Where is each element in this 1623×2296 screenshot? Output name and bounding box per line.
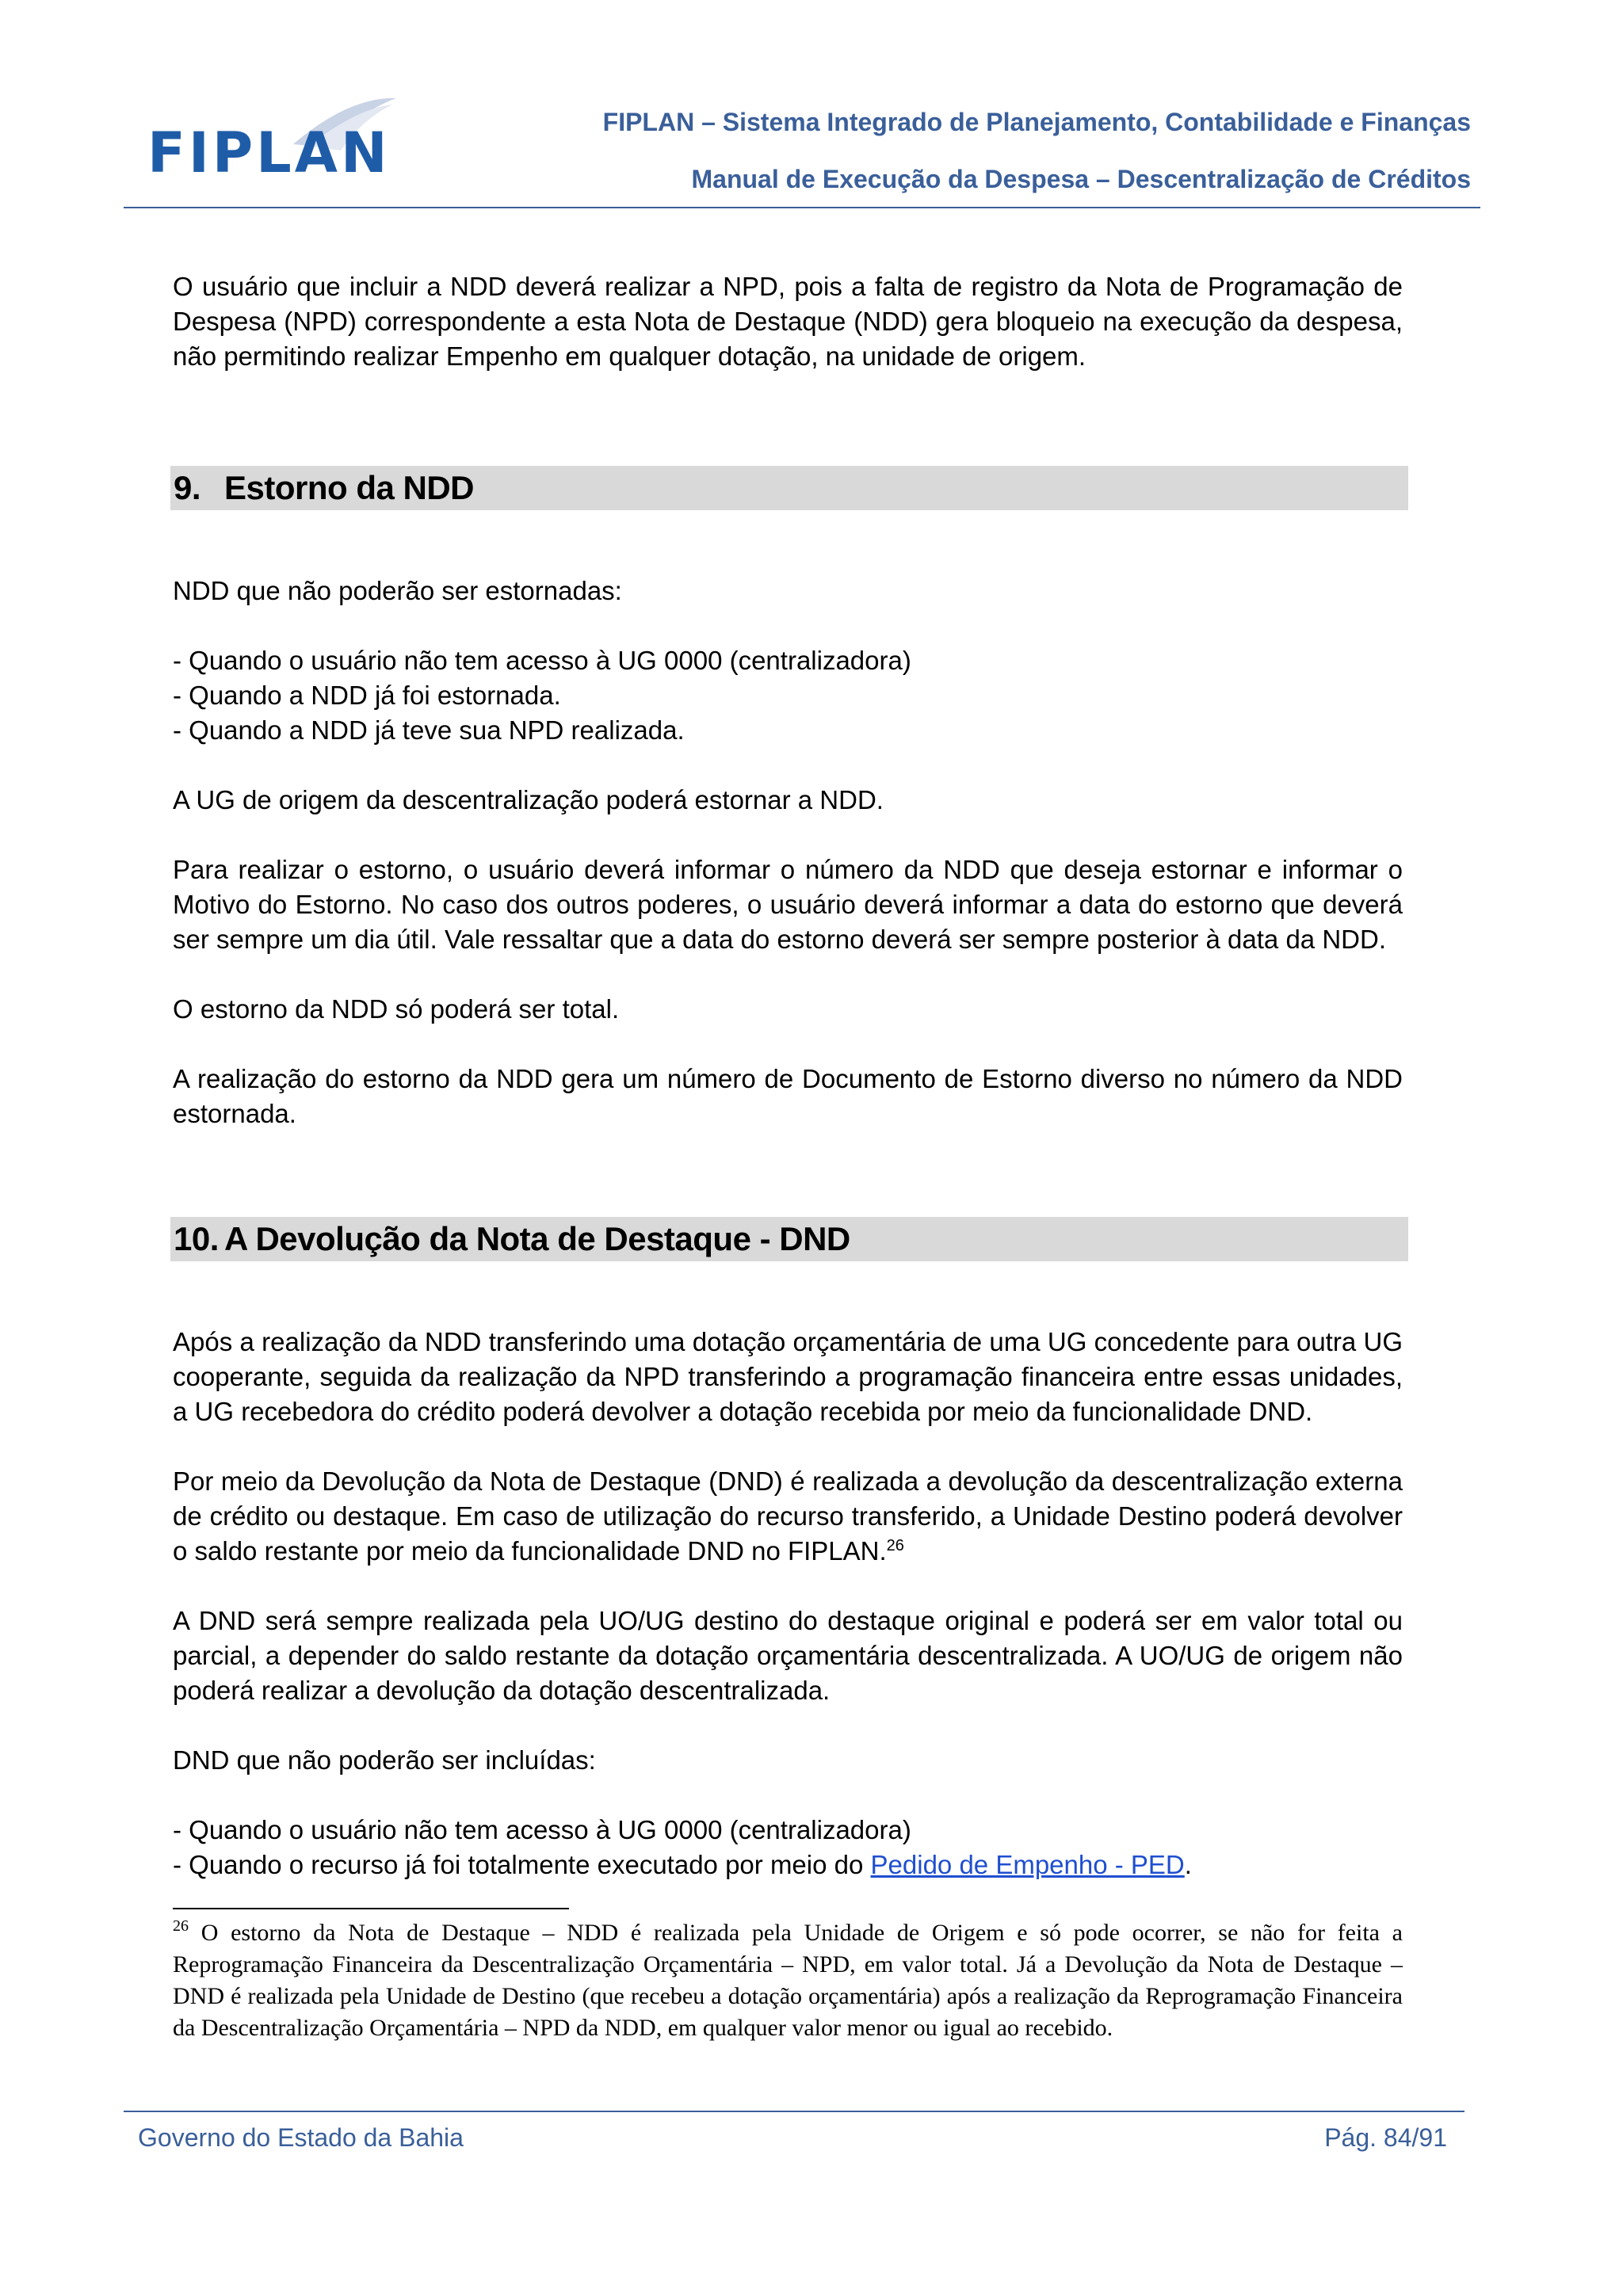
logo-text: FIPLAN: [147, 120, 391, 185]
footnote-text: O estorno da Nota de Destaque – NDD é realizada pela Unidade de Origem e só pode ocorrer, se não for feita a Reprogramação Financeira da Descentralização Orçamentária – NPD, em valor total. Já a Devolução da Nota de Destaque – DND é realizada pela Unidade de Destino (que recebeu a dotação orçamentária) após a realização da Reprogramação Financeira da Descentralização Orçamentária – NPD da NDD, em qualquer valor menor ou igual ao recebido.: [173, 1920, 1403, 2041]
paragraph: DND que não poderão ser incluídas:: [173, 1745, 596, 1775]
section-title: Estorno da NDD: [224, 469, 475, 506]
paragraph: A realização do estorno da NDD gera um número de Documento de Estorno diverso no número da NDD estornada.: [173, 1064, 1403, 1128]
paragraph: NDD que não poderão ser estornadas:: [173, 576, 622, 605]
fiplan-logo: [143, 89, 404, 192]
list-item-text: .: [1184, 1850, 1192, 1879]
ped-link[interactable]: Pedido de Empenho - PED: [870, 1850, 1185, 1879]
page-header: [0, 0, 1623, 214]
paragraph: [173, 1464, 1403, 1569]
intro-paragraph: O usuário que incluir a NDD deverá realizar a NPD, pois a falta de registro da Nota de Programação de Despesa (NPD) correspondente a esta Nota de Destaque (NDD) gera bloqueio na execução da despesa, não permitindo realizar Empenho em qualquer dotação, na unidade de origem.: [173, 272, 1403, 371]
footer-organization: Governo do Estado da Bahia: [138, 2123, 464, 2152]
list-item-text: - Quando o recurso já foi totalmente executado por meio do: [173, 1850, 871, 1879]
list-item: - Quando o usuário não tem acesso à UG 0000 (centralizadora): [173, 1815, 911, 1844]
footnote-divider: [173, 1908, 569, 1909]
footer-divider: [124, 2111, 1465, 2112]
footnote: [173, 1917, 1403, 2044]
header-title: FIPLAN – Sistema Integrado de Planejamento, Contabilidade e Finanças: [602, 108, 1471, 136]
list-item: - Quando o usuário não tem acesso à UG 0000 (centralizadora): [173, 646, 911, 675]
page-body: [173, 269, 1403, 1882]
paragraph: A UG de origem da descentralização poderá estornar a NDD.: [173, 785, 884, 814]
footnote-number: 26: [173, 1917, 189, 1935]
header-divider: [124, 207, 1480, 208]
list-item: - Quando a NDD já foi estornada.: [173, 681, 561, 710]
section-number: 10.: [174, 1220, 219, 1257]
paragraph-text: Por meio da Devolução da Nota de Destaque (DND) é realizada a devolução da descentralização externa de crédito ou destaque. Em caso de utilização do recurso transferido, a Unidade Destino poderá devolver o saldo restante por meio da funcionalidade DND no FIPLAN.: [173, 1466, 1403, 1566]
paragraph: A DND será sempre realizada pela UO/UG destino do destaque original e poderá ser em valor total ou parcial, a depender do saldo restante da dotação orçamentária descentralizada. A UO/UG de origem não poderá realizar a devolução da dotação descentralizada.: [173, 1606, 1403, 1705]
page-number: Pág. 84/91: [1324, 2123, 1447, 2152]
paragraph: Após a realização da NDD transferindo uma dotação orçamentária de uma UG concedente para outra UG cooperante, seguida da realização da NPD transferindo a programação financeira entre essas unidades, a UG recebedora do crédito poderá devolver a dotação recebida por meio da funcionalidade DND.: [173, 1327, 1403, 1426]
paragraph: O estorno da NDD só poderá ser total.: [173, 994, 620, 1024]
paragraph: Para realizar o estorno, o usuário deverá informar o número da NDD que deseja estornar e informar o Motivo do Estorno. No caso dos outros poderes, o usuário deverá informar a data do estorno que deverá ser sempre um dia útil. Vale ressaltar que a data do estorno deverá ser sempre posterior à data da NDD.: [173, 855, 1403, 954]
footnote-reference[interactable]: 26: [886, 1537, 904, 1554]
header-subtitle: Manual de Execução da Despesa – Descentralização de Créditos: [691, 165, 1471, 193]
list-item: - Quando a NDD já teve sua NPD realizada.: [173, 715, 685, 745]
section-title: A Devolução da Nota de Destaque - DND: [224, 1220, 850, 1257]
section-9-heading: [170, 466, 1408, 510]
list-item: [173, 1848, 1403, 1882]
section-10-heading: [170, 1217, 1408, 1261]
section-number: 9.: [174, 469, 201, 506]
